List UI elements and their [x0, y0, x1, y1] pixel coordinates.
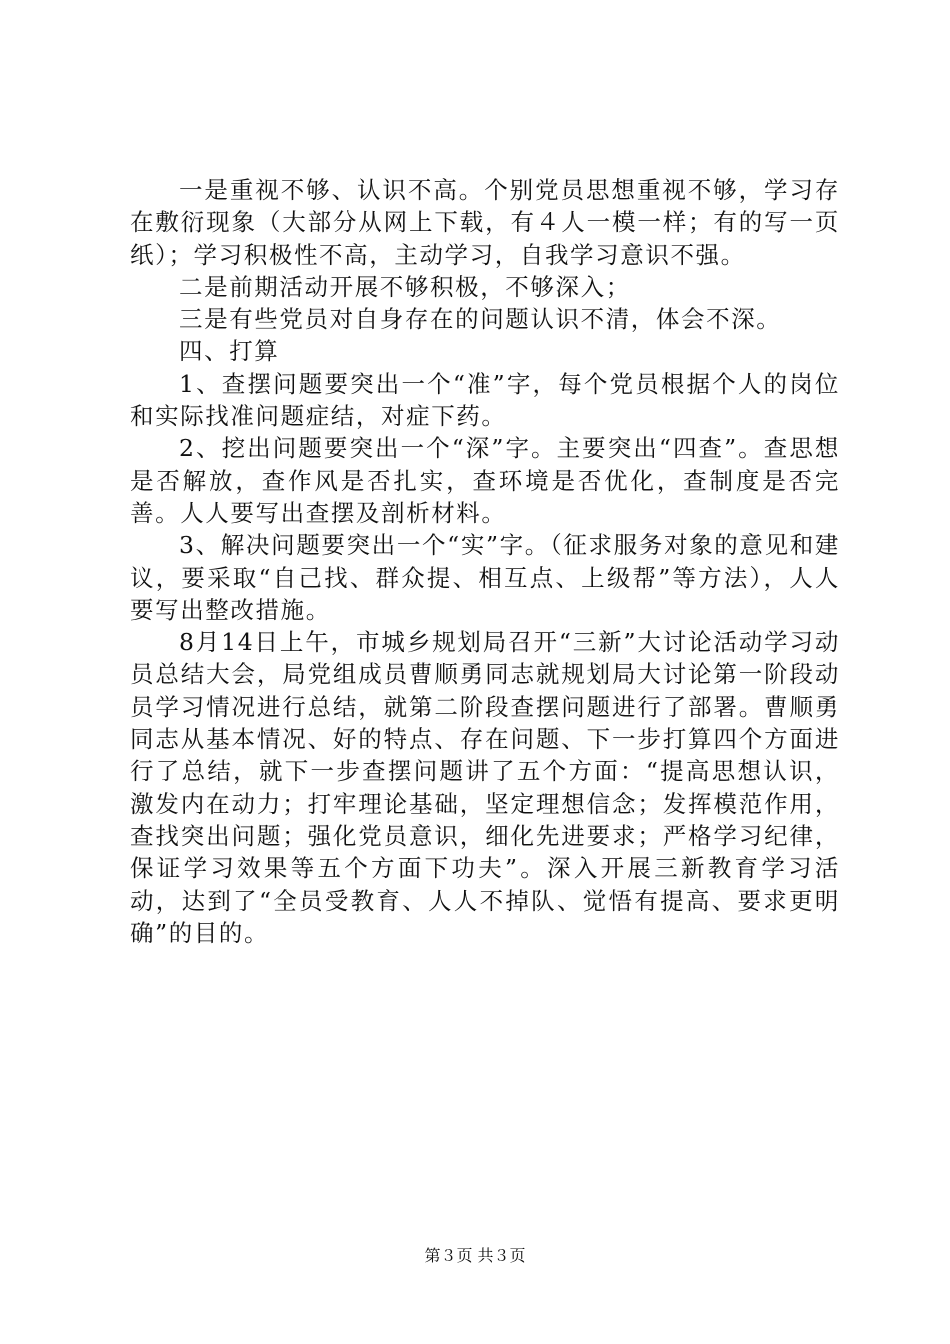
paragraph-plan-1: 1、查摆问题要突出一个“准”字，每个党员根据个人的岗位和实际找准问题症结，对症下药。: [130, 369, 840, 431]
document-body: [130, 174, 840, 949]
section-heading-plan: 四、打算: [179, 337, 280, 366]
page-number-footer: 第３页 共３页: [424, 1246, 526, 1265]
paragraph-problem-1: 一是重视不够、认识不高。个别党员思想重视不够，学习存在敷衍现象（大部分从网上下载，有４人一模一样；有的写一页纸）；学习积极性不高，主动学习，自我学习意识不强。: [130, 176, 840, 269]
paragraph-plan-3: 3、解决问题要突出一个“实”字。（征求服务对象的意见和建议，要采取“自己找、群众提、相互点、上级帮”等方法），人人要写出整改措施。: [130, 531, 840, 624]
paragraph-meeting-summary: 8月14日上午，市城乡规划局召开“三新”大讨论活动学习动员总结大会，局党组成员曹顺勇同志就规划局大讨论第一阶段动员学习情况进行总结，就第二阶段查摆问题进行了部署。曹顺勇同志从基本情况、好的特点、存在问题、下一步打算四个方面进行了总结，就下一步查摆问题讲了五个方面：“提高思想认识，激发内在动力；打牢理论基础，坚定理想信念；发挥模范作用，查找突出问题；强化党员意识，细化先进要求；严格学习纪律，保证学习效果等五个方面下功夫”。深入开展三新教育学习活动，达到了“全员受教育、人人不掉队、觉悟有提高、要求更明确”的目的。: [130, 628, 840, 947]
paragraph-problem-2: 二是前期活动开展不够积极，不够深入；: [179, 272, 631, 301]
paragraph-problem-3: 三是有些党员对自身存在的问题认识不清，体会不深。: [179, 305, 782, 334]
paragraph-plan-2: 2、挖出问题要突出一个“深”字。主要突出“四查”。查思想是否解放，查作风是否扎实，查环境是否优化，查制度是否完善。人人要写出查摆及剖析材料。: [130, 434, 840, 527]
